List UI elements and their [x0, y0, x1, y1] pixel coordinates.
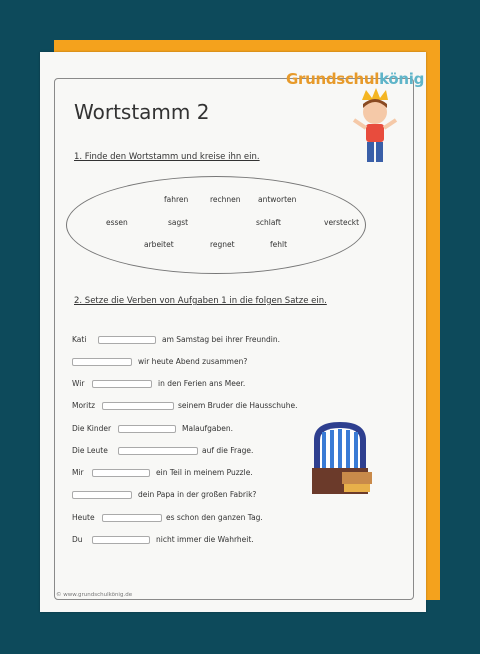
sentence-end: wir heute Abend zusammen? [138, 357, 248, 366]
answer-blank[interactable] [72, 491, 132, 499]
sentence-end: seinem Bruder die Hausschuhe. [178, 401, 298, 410]
word: rechnen [210, 195, 241, 204]
sentence-start: Wir [72, 379, 85, 388]
sentence-end: am Samstag bei ihrer Freundin. [162, 335, 281, 344]
answer-blank[interactable] [98, 336, 156, 344]
word: antworten [258, 195, 297, 204]
sentence-end: nicht immer die Wahrheit. [156, 535, 254, 544]
answer-blank[interactable] [72, 358, 132, 366]
sentence-end: ein Teil in meinem Puzzle. [156, 468, 253, 477]
answer-blank[interactable] [102, 402, 174, 410]
sentence-end: in den Ferien ans Meer. [158, 379, 246, 388]
logo-part-2: könig [379, 70, 425, 88]
sentence-start: Die Leute [72, 446, 108, 455]
answer-blank[interactable] [102, 514, 162, 522]
sentence-end: es schon den ganzen Tag. [166, 513, 263, 522]
word: fahren [164, 195, 189, 204]
word: versteckt [324, 218, 360, 227]
sentence-start: Kati [72, 335, 87, 344]
worksheet [40, 52, 426, 612]
beach-chair-illustration [308, 420, 376, 500]
footer-copyright: © www.grundschulkönig.de [56, 592, 133, 598]
word: essen [106, 218, 128, 227]
sentence-end: Malaufgaben. [182, 424, 234, 433]
word: fehlt [270, 240, 288, 249]
word: regnet [210, 240, 235, 249]
answer-blank[interactable] [92, 536, 150, 544]
sentence-start: Die Kinder [72, 424, 112, 433]
word: schlaft [256, 218, 281, 227]
task-1-instruction: 1. Finde den Wortstamm und kreise ihn ein. [74, 152, 260, 162]
sentence-start: Moritz [72, 401, 96, 410]
sentence-end: auf die Frage. [202, 446, 254, 455]
task-2-instruction: 2. Setze die Verben von Aufgaben 1 in die folgen Satze ein. [74, 296, 327, 306]
sentence-start: Mir [72, 468, 84, 477]
word: sagst [168, 218, 189, 227]
logo-part-1: Grundschul [286, 70, 380, 88]
boy-illustration [350, 86, 400, 172]
answer-blank[interactable] [92, 469, 150, 477]
sentence-start: Heute [72, 513, 95, 522]
sentence-end: dein Papa in der großen Fabrik? [138, 490, 257, 499]
page-title: Wortstamm 2 [74, 100, 210, 124]
answer-blank[interactable] [118, 425, 176, 433]
answer-blank[interactable] [118, 447, 198, 455]
word: arbeitet [144, 240, 174, 249]
answer-blank[interactable] [92, 380, 152, 388]
sentence-start: Du [72, 535, 83, 544]
